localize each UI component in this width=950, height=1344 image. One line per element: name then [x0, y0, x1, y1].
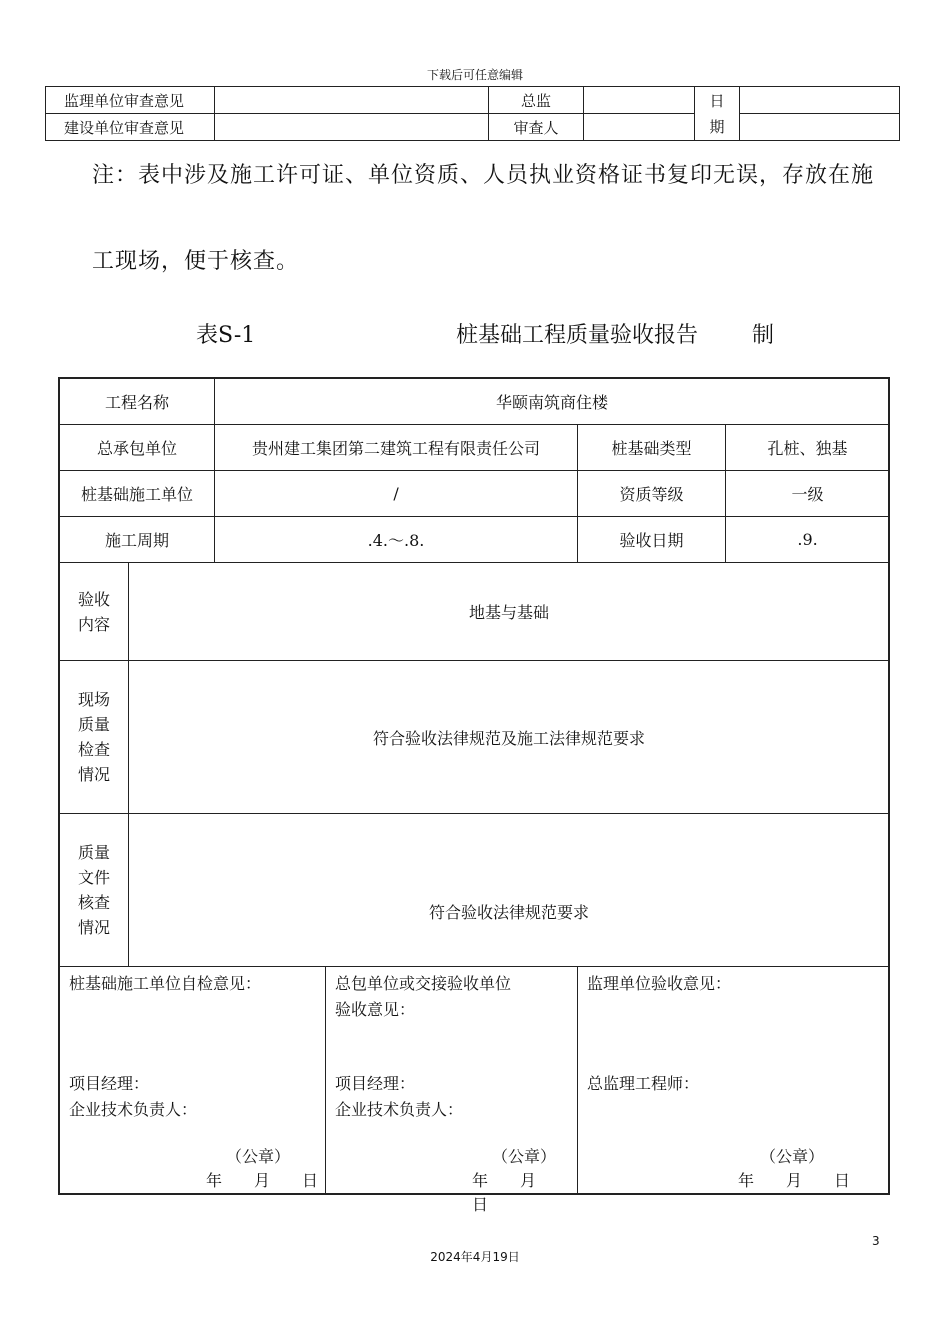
year-label: 年	[472, 1171, 489, 1190]
tech-director-label: 企业技术负责人：	[335, 1100, 464, 1119]
page-number: 3	[872, 1234, 880, 1248]
date-char-2: 期	[709, 117, 725, 136]
docs-label-line: 文件	[77, 868, 110, 887]
project-manager-label: 项目经理：	[69, 1074, 150, 1093]
acceptance-content: 地基与基础	[129, 563, 890, 661]
signature-general-contractor	[326, 967, 578, 1214]
docs-label-line: 情况	[77, 918, 110, 937]
chief-field[interactable]	[584, 87, 695, 114]
reviewer-field[interactable]	[584, 114, 695, 141]
pile-self-check-title: 桩基础施工单位自检意见：	[69, 974, 262, 993]
pile-type: 孔桩、独基	[726, 425, 890, 471]
project-name: 华颐南筑商住楼	[215, 379, 890, 425]
review-table	[45, 86, 900, 141]
site-label-line: 质量	[77, 715, 110, 734]
tech-director-label: 企业技术负责人：	[69, 1100, 198, 1119]
month-label: 月	[786, 1171, 803, 1190]
site-label-line: 情况	[77, 765, 110, 784]
date-label	[695, 87, 740, 141]
site-check-result: 符合验收法律规范及施工法律规范要求	[129, 661, 890, 814]
site-label-line: 现场	[77, 690, 110, 709]
table-code: 表S-1	[196, 323, 256, 348]
acceptance-date: .9.	[726, 517, 890, 563]
general-contractor: 贵州建工集团第二建筑工程有限责任公司	[215, 425, 578, 471]
form-title: 桩基础工程质量验收报告	[456, 323, 699, 348]
content-label-line: 验收	[77, 589, 110, 609]
supervision-review-label: 监理单位审查意见	[46, 87, 215, 114]
supervision-review-field[interactable]	[215, 87, 489, 114]
header-note: 下载后可任意编辑	[426, 68, 523, 82]
project-name-label: 工程名称	[60, 379, 215, 425]
site-label-line: 检查	[77, 740, 110, 759]
day-label: 日	[834, 1171, 851, 1190]
qualification-label: 资质等级	[578, 471, 726, 517]
content-label-line: 内容	[77, 614, 110, 634]
date-field-2[interactable]	[740, 114, 900, 141]
qualification: 一级	[726, 471, 890, 517]
site-check-label	[60, 661, 129, 814]
note-line-1: 注：表中涉及施工许可证、单位资质、人员执业资格证书复印无误，存放在施	[92, 163, 875, 188]
signature-date	[472, 1169, 577, 1217]
footer-date: 2024年4月19日	[430, 1250, 520, 1264]
general-contractor-label: 总承包单位	[60, 425, 215, 471]
pile-contractor-label: 桩基础施工单位	[60, 471, 215, 517]
chief-label: 总监	[489, 87, 584, 114]
signature-date	[206, 1169, 318, 1193]
period-label: 施工周期	[60, 517, 215, 563]
year-label: 年	[206, 1171, 223, 1190]
official-seal: （公章）	[492, 1147, 557, 1166]
day-label: 日	[302, 1171, 319, 1190]
content-label	[60, 563, 129, 661]
month-label: 月	[254, 1171, 271, 1190]
reviewer-label: 审查人	[489, 114, 584, 141]
docs-label-line: 质量	[77, 843, 110, 862]
construction-period: .4.～.8.	[215, 517, 578, 563]
construction-review-field[interactable]	[215, 114, 489, 141]
signature-pile-contractor	[60, 967, 326, 1196]
project-manager-label: 项目经理：	[335, 1074, 416, 1093]
pile-type-label: 桩基础类型	[578, 425, 726, 471]
general-check-title-2: 验收意见：	[335, 1000, 416, 1019]
month-label: 月	[520, 1171, 537, 1190]
docs-check-label	[60, 814, 129, 967]
docs-check-result: 符合验收法律规范要求	[129, 814, 890, 967]
official-seal: （公章）	[760, 1147, 825, 1166]
official-seal: （公章）	[226, 1147, 291, 1166]
acceptance-date-label: 验收日期	[578, 517, 726, 563]
docs-label-line: 核查	[77, 893, 110, 912]
day-label: 日	[472, 1195, 489, 1214]
signature-date	[738, 1169, 850, 1193]
form-title-suffix: 制	[752, 323, 775, 348]
year-label: 年	[738, 1171, 755, 1190]
date-char-1: 日	[709, 91, 725, 110]
signature-supervision	[578, 967, 890, 1196]
note-line-2: 工现场，便于核查。	[92, 249, 300, 274]
construction-review-label: 建设单位审查意见	[46, 114, 215, 141]
pile-contractor: /	[215, 471, 578, 517]
date-field-1[interactable]	[740, 87, 900, 114]
chief-engineer-label: 总监理工程师：	[587, 1074, 700, 1093]
general-check-title: 总包单位或交接验收单位	[335, 974, 512, 993]
acceptance-form	[59, 378, 890, 1214]
supervision-check-title: 监理单位验收意见：	[587, 974, 732, 993]
